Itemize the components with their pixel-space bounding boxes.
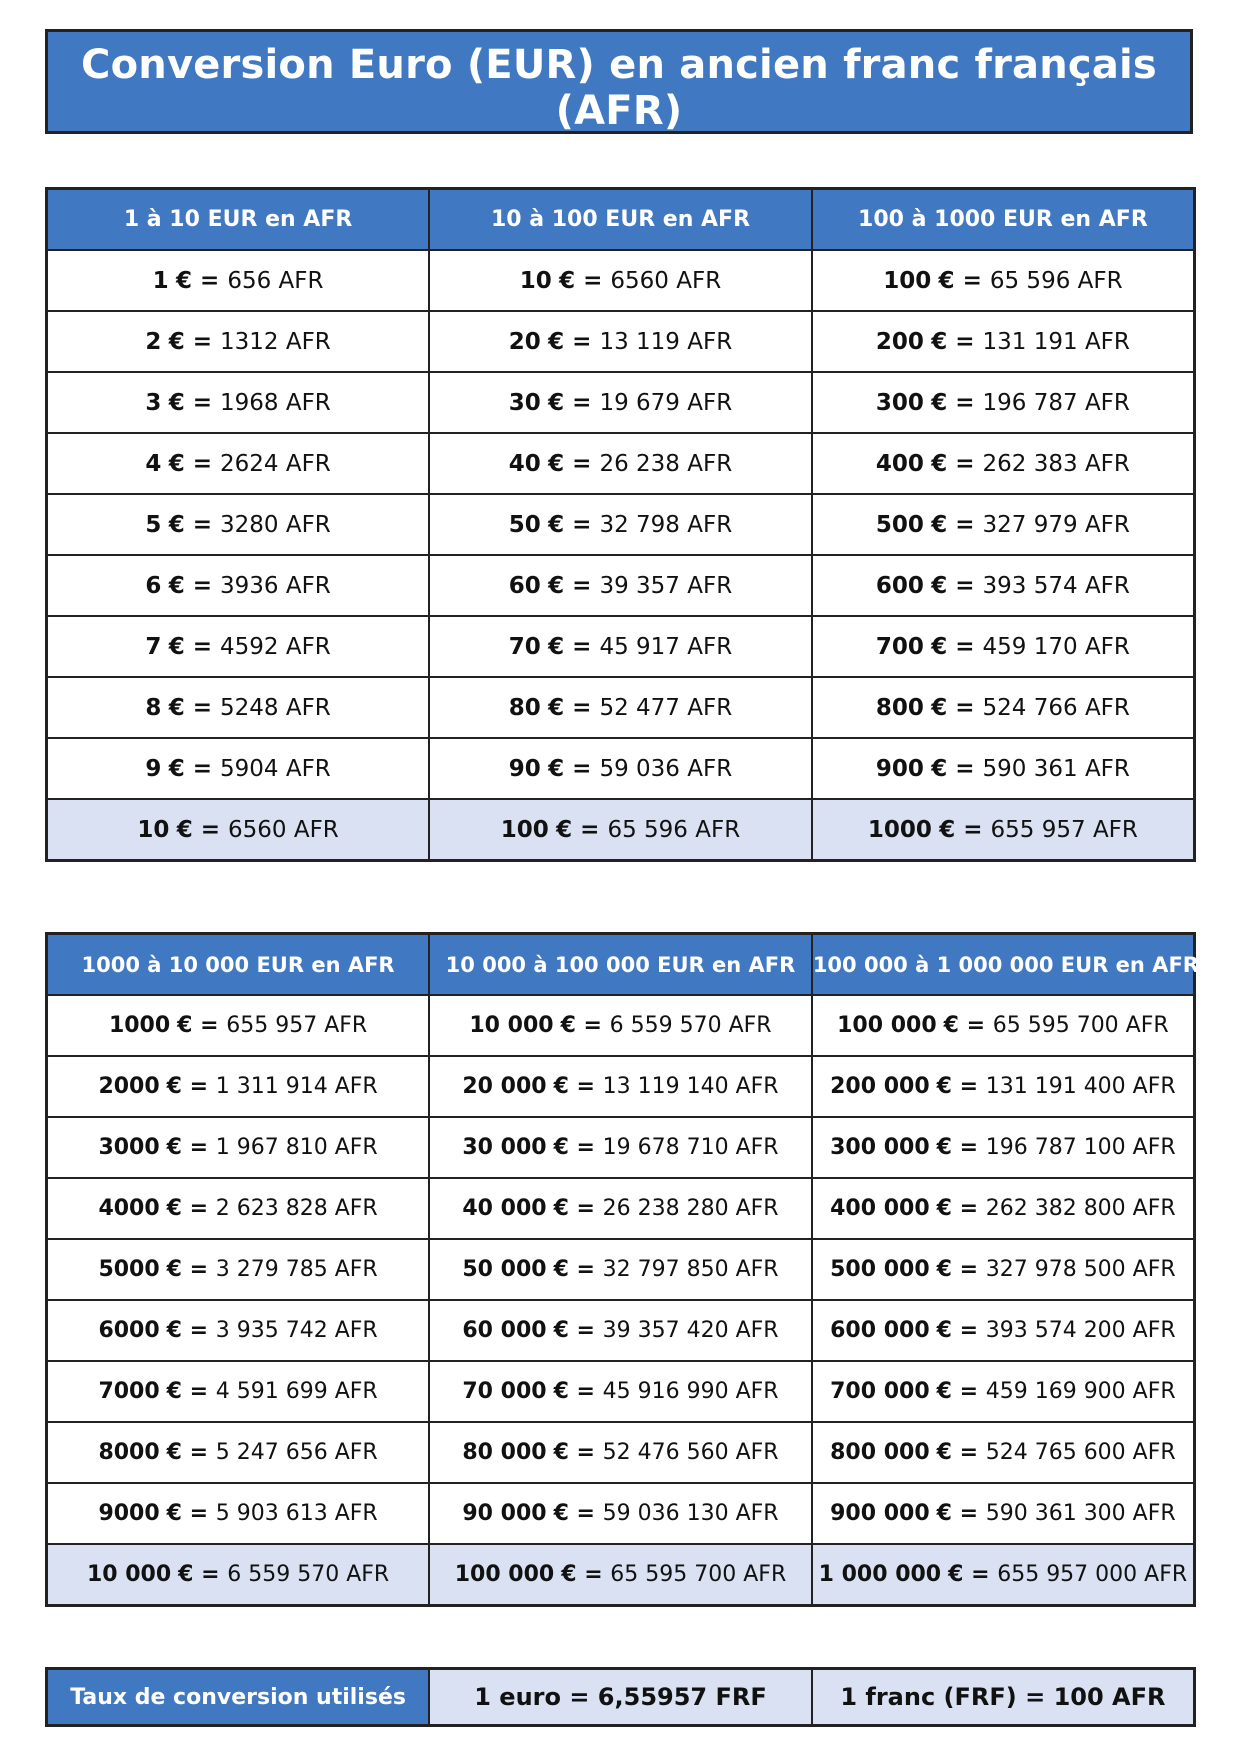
table-row [47,1117,1195,1178]
euro-sign: € [166,1257,182,1282]
afr-amount: 196 787 100 AFR [985,1135,1176,1160]
conversion-cell: 40 € = 26 238 AFR [429,433,812,494]
euro-sign: € [168,694,185,721]
euro-sign: € [560,1013,576,1038]
afr-amount: 6 559 570 AFR [609,1013,772,1038]
afr-amount: 5904 AFR [220,755,331,782]
afr-amount: 590 361 AFR [982,755,1130,782]
conversion-cell: 200 000 € = 131 191 400 AFR [812,1056,1195,1117]
euro-sign: € [166,1196,182,1221]
euro-sign: € [177,1013,193,1038]
afr-amount: 32 797 850 AFR [602,1257,779,1282]
table-row [47,738,1195,799]
conversion-cell: 100 € = 65 596 AFR [812,250,1195,311]
afr-amount: 6 559 570 AFR [227,1562,390,1587]
afr-amount: 45 916 990 AFR [602,1379,779,1404]
euro-sign: € [936,1318,952,1343]
euro-amount: 80 000 [462,1440,547,1465]
euro-sign: € [168,572,185,599]
euro-sign: € [559,267,576,294]
conversion-table-2 [45,932,1199,1607]
afr-amount: 524 765 600 AFR [985,1440,1176,1465]
table-row [47,1178,1195,1239]
euro-sign: € [931,755,948,782]
euro-amount: 700 000 [830,1379,930,1404]
conversion-cell: 10 000 € = 6 559 570 AFR [47,1544,430,1606]
conversion-cell: 7 € = 4592 AFR [47,616,430,677]
column-header: 1000 à 10 000 EUR en AFR [47,934,430,996]
euro-amount: 7 [145,633,162,660]
euro-amount: 20 [508,328,541,355]
conversion-cell: 100 000 € = 65 595 700 AFR [812,995,1195,1056]
afr-amount: 131 191 400 AFR [985,1074,1176,1099]
table-row [47,616,1195,677]
euro-amount: 8000 [98,1440,160,1465]
afr-amount: 26 238 AFR [599,450,733,477]
afr-amount: 39 357 420 AFR [602,1318,779,1343]
euro-amount: 400 000 [830,1196,930,1221]
conversion-cell: 20 000 € = 13 119 140 AFR [429,1056,812,1117]
euro-sign: € [931,694,948,721]
euro-amount: 500 [875,511,924,538]
afr-amount: 59 036 AFR [599,755,733,782]
euro-amount: 9000 [98,1501,160,1526]
conversion-cell: 600 000 € = 393 574 200 AFR [812,1300,1195,1361]
euro-sign: € [548,450,565,477]
conversion-cell: 4000 € = 2 623 828 AFR [47,1178,430,1239]
euro-sign: € [176,816,193,843]
afr-amount: 26 238 280 AFR [602,1196,779,1221]
euro-amount: 20 000 [462,1074,547,1099]
afr-amount: 65 595 700 AFR [610,1562,787,1587]
euro-sign: € [931,511,948,538]
euro-amount: 30 000 [462,1135,547,1160]
conversion-cell: 10 € = 6560 AFR [47,799,430,861]
conversion-cell: 300 000 € = 196 787 100 AFR [812,1117,1195,1178]
conversion-cell: 70 € = 45 917 AFR [429,616,812,677]
euro-sign: € [548,633,565,660]
column-header: 100 à 1000 EUR en AFR [812,189,1195,251]
conversion-cell: 100 000 € = 65 595 700 AFR [429,1544,812,1606]
afr-amount: 393 574 AFR [982,572,1130,599]
table-row [47,1544,1195,1606]
conversion-cell: 800 € = 524 766 AFR [812,677,1195,738]
afr-amount: 655 957 AFR [990,816,1138,843]
afr-amount: 655 957 AFR [226,1013,368,1038]
euro-sign: € [936,1501,952,1526]
euro-amount: 100 000 [837,1013,937,1038]
table-row [47,372,1195,433]
euro-amount: 2000 [98,1074,160,1099]
conversion-table-1 [45,187,1196,862]
euro-amount: 6000 [98,1318,160,1343]
table-row [47,677,1195,738]
euro-amount: 90 000 [462,1501,547,1526]
afr-amount: 131 191 AFR [982,328,1130,355]
euro-sign: € [553,1074,569,1099]
euro-amount: 900 000 [830,1501,930,1526]
euro-sign: € [553,1318,569,1343]
euro-sign: € [548,572,565,599]
afr-amount: 3 935 742 AFR [215,1318,378,1343]
conversion-cell: 500 000 € = 327 978 500 AFR [812,1239,1195,1300]
conversion-cell: 60 000 € = 39 357 420 AFR [429,1300,812,1361]
euro-sign: € [936,1440,952,1465]
euro-amount: 500 000 [830,1257,930,1282]
afr-amount: 5 247 656 AFR [215,1440,378,1465]
afr-amount: 4592 AFR [220,633,331,660]
conversion-cell: 900 000 € = 590 361 300 AFR [812,1483,1195,1544]
table-row [47,311,1195,372]
euro-sign: € [948,1562,964,1587]
table-row [47,1300,1195,1361]
conversion-cell: 6 € = 3936 AFR [47,555,430,616]
afr-amount: 39 357 AFR [599,572,733,599]
euro-amount: 40 [508,450,541,477]
table-row [47,555,1195,616]
euro-amount: 200 000 [830,1074,930,1099]
euro-amount: 200 [875,328,924,355]
conversion-cell: 5000 € = 3 279 785 AFR [47,1239,430,1300]
afr-amount: 5248 AFR [220,694,331,721]
euro-sign: € [936,1135,952,1160]
afr-amount: 59 036 130 AFR [602,1501,779,1526]
afr-amount: 1968 AFR [220,389,331,416]
euro-amount: 50 [508,511,541,538]
euro-sign: € [553,1257,569,1282]
conversion-cell: 2000 € = 1 311 914 AFR [47,1056,430,1117]
euro-amount: 50 000 [462,1257,547,1282]
afr-amount: 2624 AFR [220,450,331,477]
euro-sign: € [166,1379,182,1404]
conversion-cell: 50 € = 32 798 AFR [429,494,812,555]
conversion-cell: 80 000 € = 52 476 560 AFR [429,1422,812,1483]
conversion-cell: 700 € = 459 170 AFR [812,616,1195,677]
euro-sign: € [168,450,185,477]
euro-sign: € [931,389,948,416]
euro-sign: € [548,328,565,355]
afr-amount: 6560 AFR [228,816,339,843]
rates-row [47,1669,1195,1726]
euro-sign: € [931,633,948,660]
euro-amount: 7000 [98,1379,160,1404]
euro-sign: € [553,1440,569,1465]
conversion-cell: 200 € = 131 191 AFR [812,311,1195,372]
conversion-cell: 3 € = 1968 AFR [47,372,430,433]
conversion-rates-table [45,1667,1196,1727]
afr-amount: 1312 AFR [220,328,331,355]
column-header: 100 000 à 1 000 000 EUR en AFR [812,934,1195,996]
conversion-cell: 700 000 € = 459 169 900 AFR [812,1361,1195,1422]
conversion-cell: 300 € = 196 787 AFR [812,372,1195,433]
euro-rate: 1 euro = 6,55957 FRF [429,1669,812,1726]
conversion-cell: 9 € = 5904 AFR [47,738,430,799]
conversion-cell: 60 € = 39 357 AFR [429,555,812,616]
table-row [47,995,1195,1056]
afr-amount: 2 623 828 AFR [215,1196,378,1221]
euro-amount: 4 [145,450,162,477]
conversion-cell: 20 € = 13 119 AFR [429,311,812,372]
conversion-cell: 7000 € = 4 591 699 AFR [47,1361,430,1422]
euro-amount: 100 [500,816,549,843]
euro-amount: 300 [875,389,924,416]
conversion-cell: 90 000 € = 59 036 130 AFR [429,1483,812,1544]
conversion-cell: 400 € = 262 383 AFR [812,433,1195,494]
conversion-cell: 40 000 € = 26 238 280 AFR [429,1178,812,1239]
euro-sign: € [168,511,185,538]
euro-sign: € [936,1196,952,1221]
euro-amount: 9 [145,755,162,782]
euro-amount: 600 [875,572,924,599]
euro-sign: € [176,267,193,294]
page-header [45,29,1193,162]
afr-amount: 655 957 000 AFR [997,1562,1188,1587]
euro-sign: € [168,633,185,660]
site-url: www.franc-euro.fr [521,140,717,162]
euro-amount: 40 000 [462,1196,547,1221]
afr-amount: 6560 AFR [610,267,722,294]
table-row [47,1422,1195,1483]
conversion-cell: 3000 € = 1 967 810 AFR [47,1117,430,1178]
conversion-cell: 800 000 € = 524 765 600 AFR [812,1422,1195,1483]
euro-amount: 4000 [98,1196,160,1221]
euro-sign: € [931,572,948,599]
euro-amount: 1 000 000 [818,1562,942,1587]
conversion-cell: 2 € = 1312 AFR [47,311,430,372]
afr-amount: 3280 AFR [220,511,331,538]
table-row [47,494,1195,555]
conversion-cell: 100 € = 65 596 AFR [429,799,812,861]
afr-amount: 13 119 140 AFR [602,1074,779,1099]
afr-amount: 52 477 AFR [599,694,733,721]
conversion-cell: 1 € = 656 AFR [47,250,430,311]
table-row [47,1239,1195,1300]
euro-amount: 5000 [98,1257,160,1282]
conversion-cell: 8 € = 5248 AFR [47,677,430,738]
euro-sign: € [553,1135,569,1160]
euro-amount: 2 [145,328,162,355]
euro-amount: 10 [137,816,170,843]
afr-amount: 393 574 200 AFR [985,1318,1176,1343]
euro-amount: 80 [508,694,541,721]
afr-amount: 262 382 800 AFR [985,1196,1176,1221]
euro-amount: 8 [145,694,162,721]
rates-label: Taux de conversion utilisés [47,1669,430,1726]
euro-sign: € [168,328,185,355]
afr-amount: 3936 AFR [220,572,331,599]
conversion-cell: 1000 € = 655 957 AFR [47,995,430,1056]
afr-amount: 1 311 914 AFR [215,1074,378,1099]
euro-amount: 70 000 [462,1379,547,1404]
euro-sign: € [166,1440,182,1465]
euro-amount: 1000 [108,1013,171,1038]
afr-amount: 327 978 500 AFR [985,1257,1176,1282]
euro-sign: € [931,328,948,355]
euro-sign: € [931,450,948,477]
euro-sign: € [548,389,565,416]
euro-amount: 100 000 [454,1562,555,1587]
table-header-row [47,189,1195,251]
conversion-cell: 6000 € = 3 935 742 AFR [47,1300,430,1361]
conversion-cell: 9000 € = 5 903 613 AFR [47,1483,430,1544]
euro-amount: 6 [145,572,162,599]
euro-sign: € [943,1013,959,1038]
euro-amount: 100 [883,267,932,294]
afr-amount: 65 596 AFR [989,267,1123,294]
euro-sign: € [553,1196,569,1221]
euro-amount: 600 000 [830,1318,930,1343]
afr-amount: 327 979 AFR [982,511,1130,538]
afr-amount: 656 AFR [227,267,324,294]
afr-amount: 196 787 AFR [982,389,1130,416]
afr-amount: 32 798 AFR [599,511,733,538]
afr-amount: 65 596 AFR [607,816,741,843]
afr-amount: 459 169 900 AFR [985,1379,1176,1404]
euro-amount: 700 [875,633,924,660]
euro-sign: € [553,1501,569,1526]
conversion-cell: 5 € = 3280 AFR [47,494,430,555]
euro-sign: € [548,755,565,782]
column-header: 10 à 100 EUR en AFR [429,189,812,251]
conversion-cell: 1 000 000 € = 655 957 000 AFR [812,1544,1195,1606]
conversion-cell: 8000 € = 5 247 656 AFR [47,1422,430,1483]
afr-amount: 52 476 560 AFR [602,1440,779,1465]
conversion-cell: 30 000 € = 19 678 710 AFR [429,1117,812,1178]
euro-amount: 300 000 [830,1135,930,1160]
conversion-cell: 70 000 € = 45 916 990 AFR [429,1361,812,1422]
afr-amount: 590 361 300 AFR [985,1501,1176,1526]
conversion-cell: 30 € = 19 679 AFR [429,372,812,433]
euro-sign: € [168,389,185,416]
euro-amount: 90 [508,755,541,782]
euro-sign: € [936,1257,952,1282]
page-title: Conversion Euro (EUR) en ancien franc français (AFR) [81,42,1157,134]
table-row [47,799,1195,861]
euro-sign: € [166,1135,182,1160]
afr-amount: 459 170 AFR [982,633,1130,660]
franc-rate: 1 franc (FRF) = 100 AFR [812,1669,1195,1726]
afr-amount: 45 917 AFR [599,633,733,660]
conversion-cell: 10 € = 6560 AFR [429,250,812,311]
afr-amount: 65 595 700 AFR [992,1013,1169,1038]
euro-sign: € [548,694,565,721]
afr-amount: 262 383 AFR [982,450,1130,477]
euro-amount: 400 [875,450,924,477]
table-row [47,1361,1195,1422]
euro-amount: 10 [519,267,552,294]
conversion-cell: 10 000 € = 6 559 570 AFR [429,995,812,1056]
conversion-cell: 1000 € = 655 957 AFR [812,799,1195,861]
column-header: 1 à 10 EUR en AFR [47,189,430,251]
euro-sign: € [178,1562,194,1587]
euro-sign: € [939,816,956,843]
afr-amount: 524 766 AFR [982,694,1130,721]
euro-sign: € [166,1318,182,1343]
euro-sign: € [938,267,955,294]
conversion-cell: 500 € = 327 979 AFR [812,494,1195,555]
euro-amount: 900 [875,755,924,782]
euro-sign: € [166,1074,182,1099]
table-row [47,250,1195,311]
conversion-cell: 50 000 € = 32 797 850 AFR [429,1239,812,1300]
afr-amount: 1 967 810 AFR [215,1135,378,1160]
table-row [47,1056,1195,1117]
euro-amount: 3000 [98,1135,160,1160]
euro-amount: 10 000 [469,1013,554,1038]
euro-amount: 800 000 [830,1440,930,1465]
euro-amount: 800 [875,694,924,721]
euro-sign: € [166,1501,182,1526]
table-row [47,1483,1195,1544]
afr-amount: 13 119 AFR [599,328,733,355]
euro-amount: 1 [152,267,169,294]
afr-amount: 19 678 710 AFR [602,1135,779,1160]
conversion-cell: 600 € = 393 574 AFR [812,555,1195,616]
euro-amount: 30 [508,389,541,416]
conversion-cell: 900 € = 590 361 AFR [812,738,1195,799]
column-header: 10 000 à 100 000 EUR en AFR [429,934,812,996]
afr-amount: 3 279 785 AFR [215,1257,378,1282]
euro-sign: € [553,1379,569,1404]
euro-amount: 1000 [867,816,932,843]
euro-sign: € [168,755,185,782]
afr-amount: 5 903 613 AFR [215,1501,378,1526]
euro-amount: 10 000 [86,1562,172,1587]
euro-sign: € [561,1562,577,1587]
euro-amount: 60 000 [462,1318,547,1343]
conversion-cell: 90 € = 59 036 AFR [429,738,812,799]
euro-amount: 5 [145,511,162,538]
euro-amount: 70 [508,633,541,660]
euro-sign: € [936,1074,952,1099]
conversion-cell: 400 000 € = 262 382 800 AFR [812,1178,1195,1239]
table-row [47,433,1195,494]
euro-amount: 60 [508,572,541,599]
conversion-cell: 4 € = 2624 AFR [47,433,430,494]
euro-sign: € [936,1379,952,1404]
euro-amount: 3 [145,389,162,416]
afr-amount: 19 679 AFR [599,389,733,416]
euro-sign: € [548,511,565,538]
euro-sign: € [556,816,573,843]
conversion-cell: 80 € = 52 477 AFR [429,677,812,738]
table-header-row [47,934,1195,996]
afr-amount: 4 591 699 AFR [215,1379,378,1404]
